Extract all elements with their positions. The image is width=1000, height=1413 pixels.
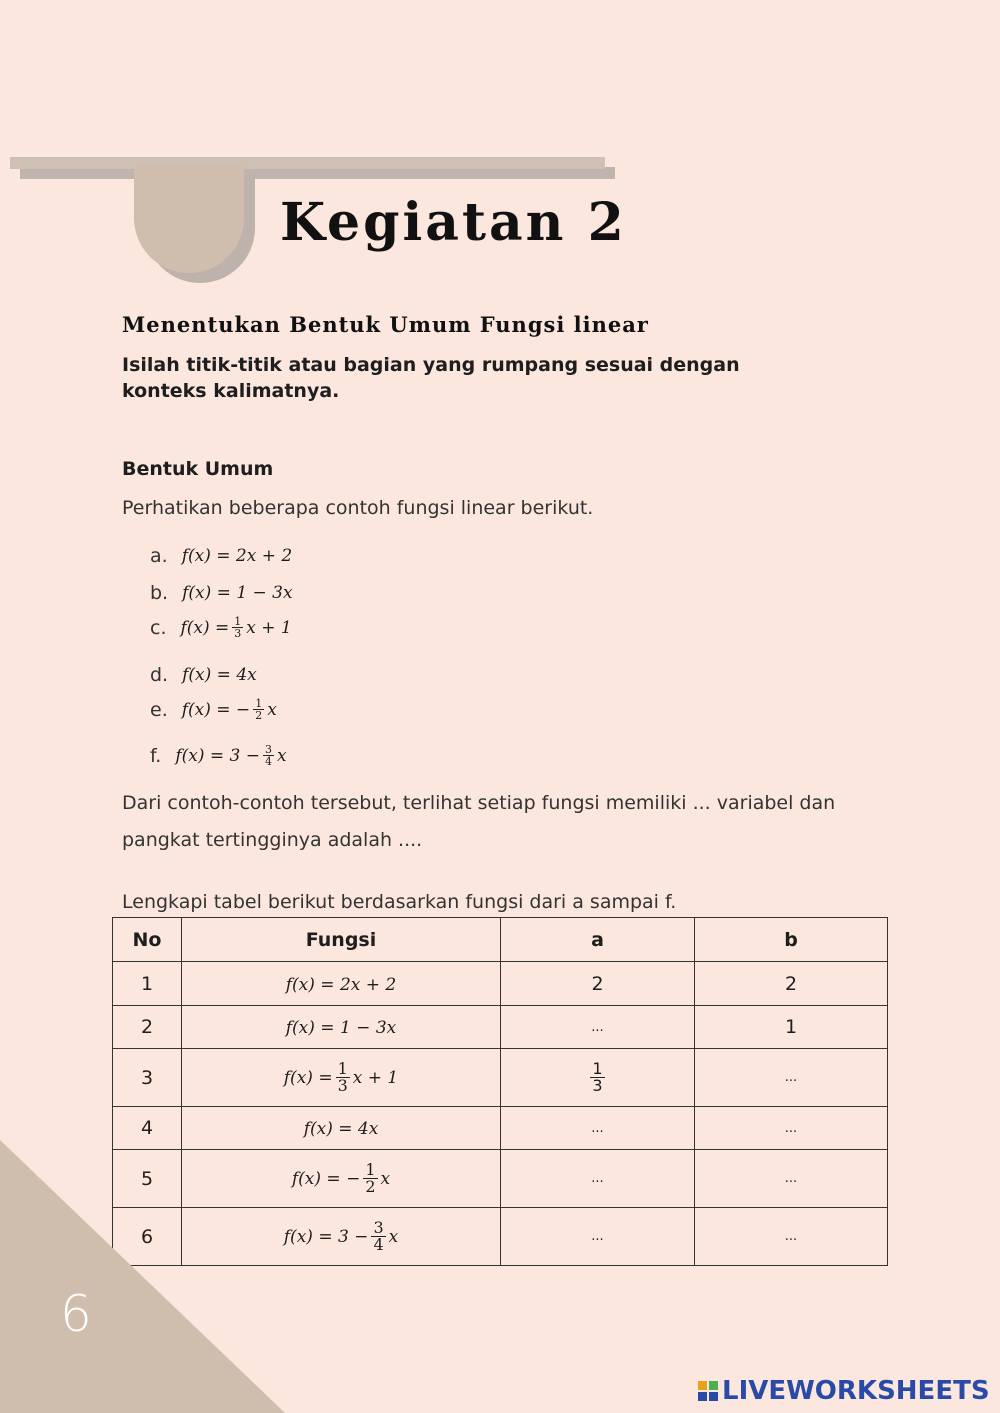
fungsi-lhs: f(x) = [283,1067,333,1088]
cell-a-blank[interactable]: ... [501,1208,695,1266]
cell-a-blank[interactable]: ... [501,1107,695,1150]
table-row [113,1107,888,1150]
fungsi-rhs: x + 1 [352,1067,399,1088]
cell-no: 5 [113,1150,182,1208]
cell-b[interactable]: 2 [695,962,888,1006]
example-lhs: f(x) = [181,546,231,566]
logo-squares-icon [698,1381,718,1401]
example-label: e. [150,698,168,721]
cell-no: 6 [113,1208,182,1266]
table-row [113,1006,888,1049]
example-rhs: x [267,699,277,720]
fraction [590,1061,604,1094]
header-bar [10,157,605,169]
example-label: a. [150,545,168,567]
example-a [150,545,292,567]
fraction-numerator: 1 [592,1059,603,1078]
functions-table [112,917,888,1266]
cell-b-blank[interactable]: ... [695,1150,888,1208]
example-label: f. [150,744,162,767]
liveworksheets-logo[interactable] [698,1376,990,1406]
fraction [336,1061,350,1094]
fraction-numerator: 3 [373,1218,384,1237]
fraction [371,1220,385,1253]
cell-fungsi [182,1107,501,1150]
conclusion-line-2: pangkat tertingginya adalah .... [122,829,423,851]
table-intro: Lengkapi tabel berikut berdasarkan fungsi dari a sampai f. [122,891,677,913]
table-row [113,1150,888,1208]
example-lhs: f(x) = [182,583,231,603]
example-b [150,582,293,604]
cell-fungsi [182,1150,501,1208]
fungsi-lhs: f(x) = − [291,1168,361,1189]
cell-b-blank[interactable]: ... [695,1107,888,1150]
cell-no: 4 [113,1107,182,1150]
fraction-numerator: 1 [255,697,263,710]
fraction-denominator: 2 [365,1177,376,1196]
example-c [150,616,292,639]
fraction-numerator: 3 [265,743,273,756]
fungsi-lhs: f(x) = [285,974,335,995]
example-label: b. [150,582,169,604]
cell-no: 2 [113,1006,182,1049]
section-heading: Bentuk Umum [122,458,274,480]
example-f [150,744,287,767]
fraction-denominator: 3 [337,1076,348,1095]
example-lhs: f(x) = [180,617,230,638]
fraction-denominator: 3 [234,627,242,640]
cell-a[interactable]: 2 [501,962,695,1006]
cell-fungsi [182,962,501,1006]
cell-fungsi [182,1006,501,1049]
example-lhs: f(x) = 3 − [175,745,261,766]
example-label: d. [150,664,169,686]
example-rhs: 2x + 2 [235,546,293,566]
example-rhs: 1 − 3x [236,583,293,603]
page-title: Kegiatan 2 [280,192,627,253]
fraction [253,698,264,721]
cell-b-blank[interactable]: ... [695,1049,888,1107]
fungsi-lhs: f(x) = [303,1119,353,1139]
cell-no: 3 [113,1049,182,1107]
fraction-denominator: 3 [592,1076,603,1095]
table-header-row [113,918,888,962]
example-lhs: f(x) = − [181,699,251,720]
cell-no: 1 [113,962,182,1006]
fungsi-lhs: f(x) = [285,1018,335,1038]
cell-a-blank[interactable]: ... [501,1006,695,1049]
fraction-denominator: 4 [373,1235,384,1254]
example-rhs: x [277,745,287,766]
fraction-denominator: 4 [265,755,273,768]
example-label: c. [150,616,167,639]
table-row [113,962,888,1006]
example-rhs: 4x [236,665,257,685]
cell-b-blank[interactable]: ... [695,1208,888,1266]
intro-text: Perhatikan beberapa contoh fungsi linear berikut. [122,497,594,519]
header-semicircle [134,165,244,273]
example-lhs: f(x) = [182,665,231,685]
fungsi-rhs: 2x + 2 [339,974,397,995]
cell-b[interactable]: 1 [695,1006,888,1049]
fungsi-lhs: f(x) = 3 − [283,1226,369,1247]
fraction [363,1162,377,1195]
fraction-numerator: 1 [234,615,242,628]
header-no: No [113,918,182,962]
fungsi-rhs: 1 − 3x [339,1018,397,1038]
logo-text: LIVEWORKSHEETS [722,1376,990,1406]
conclusion-line-1: Dari contoh-contoh tersebut, terlihat setiap fungsi memiliki ... variabel dan [122,792,836,814]
instruction-text: Isilah titik-titik atau bagian yang rumpang sesuai dengan konteks kalimatnya. [122,354,740,402]
table-row [113,1049,888,1107]
fungsi-rhs: x [388,1226,399,1247]
fraction [232,616,243,639]
section-subtitle: Menentukan Bentuk Umum Fungsi linear [122,312,649,337]
page-number: 6 [60,1285,92,1343]
cell-a[interactable] [501,1049,695,1107]
fungsi-rhs: 4x [357,1119,379,1139]
example-e [150,698,277,721]
cell-a-blank[interactable]: ... [501,1150,695,1208]
cell-fungsi [182,1049,501,1107]
example-d [150,664,257,686]
header-fungsi: Fungsi [182,918,501,962]
fraction-numerator: 1 [365,1160,376,1179]
fungsi-rhs: x [380,1168,391,1189]
header-b: b [695,918,888,962]
fraction [263,744,274,767]
fraction-denominator: 2 [255,709,263,722]
header-a: a [501,918,695,962]
fraction-numerator: 1 [337,1059,348,1078]
table-row [113,1208,888,1266]
cell-fungsi [182,1208,501,1266]
example-rhs: x + 1 [246,617,292,638]
